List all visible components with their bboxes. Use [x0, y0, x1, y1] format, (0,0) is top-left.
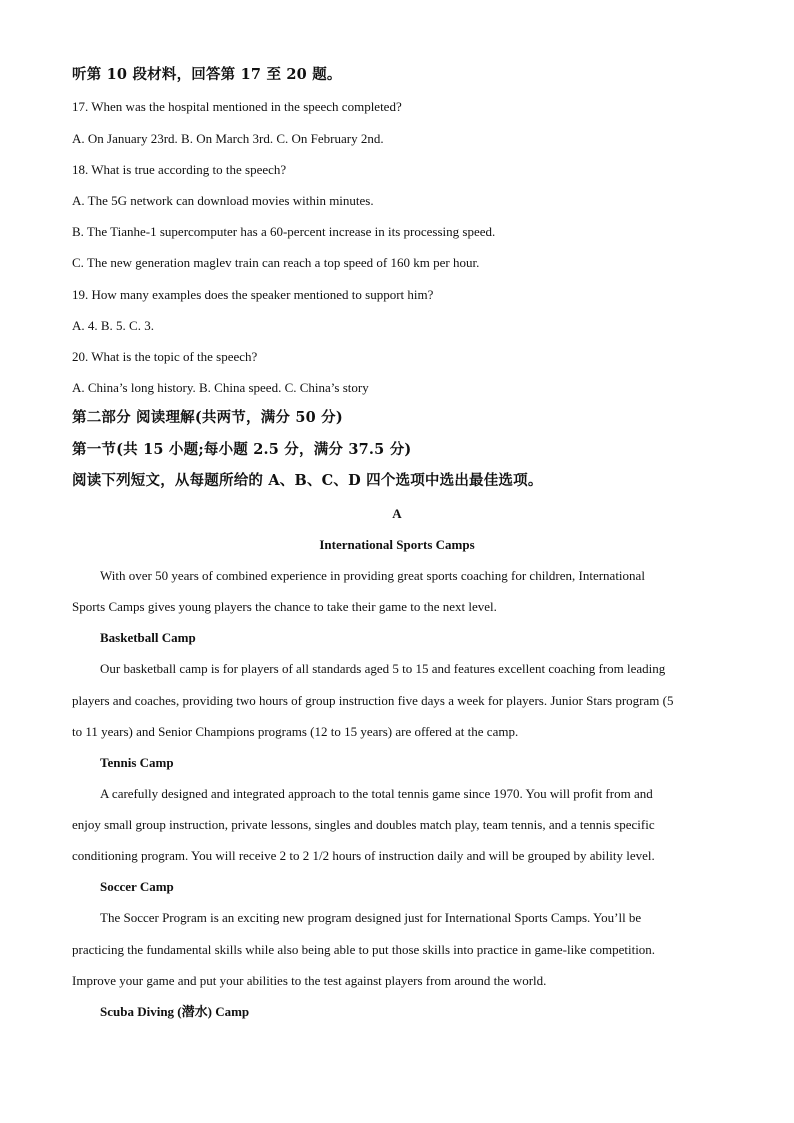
passage-letter: A — [392, 506, 402, 521]
question-19: 19. How many examples does the speaker mentioned to support him? — [72, 287, 434, 302]
question-18-option-a: A. The 5G network can download movies within minutes. — [72, 193, 374, 208]
intro-line-1: With over 50 years of combined experience in providing great sports coaching for children, International — [100, 568, 645, 583]
question-17: 17. When was the hospital mentioned in the speech completed? — [72, 99, 402, 114]
soccer-heading: Soccer Camp — [100, 879, 174, 894]
soccer-line-1: The Soccer Program is an exciting new program designed just for International Sports Camps. You’ll be — [100, 910, 642, 925]
tennis-line-2: enjoy small group instruction, private lessons, singles and doubles match play, team tennis, and a tennis specific — [72, 817, 655, 832]
question-18-option-b: B. The Tianhe-1 supercomputer has a 60-percent increase in its processing speed. — [72, 224, 496, 239]
question-19-options: A. 4. B. 5. C. 3. — [72, 318, 154, 333]
tennis-line-1: A carefully designed and integrated approach to the total tennis game since 1970. You will profit from and — [100, 786, 653, 801]
reading-instruction: 阅读下列短文，从每题所给的 A、B、C、D 四个选项中选出最佳选项。 — [72, 472, 543, 489]
scuba-heading: Scuba Diving (潜水) Camp — [100, 1004, 250, 1019]
question-20-options: A. China’s long history. B. China speed. C. China’s story — [72, 380, 369, 395]
question-20: 20. What is the topic of the speech? — [72, 349, 258, 364]
part-two-heading: 第二部分 阅读理解(共两节，满分 50 分) — [72, 409, 343, 426]
section-one-heading: 第一节(共 15 小题;每小题 2.5 分，满分 37.5 分) — [72, 441, 412, 458]
tennis-line-3: conditioning program. You will receive 2 to 2 1/2 hours of instruction daily and will be grouped by ability level. — [72, 848, 655, 863]
listening-section-heading: 听第 10 段材料，回答第 17 至 20 题。 — [72, 66, 342, 83]
question-17-options: A. On January 23rd. B. On March 3rd. C. On February 2nd. — [72, 131, 384, 146]
soccer-line-2: practicing the fundamental skills while also being able to put those skills into practice in game-like competition. — [72, 942, 656, 957]
basketball-line-1: Our basketball camp is for players of all standards aged 5 to 15 and features excellent coaching from leading — [100, 661, 666, 676]
question-18: 18. What is true according to the speech? — [72, 162, 287, 177]
basketball-line-2: players and coaches, providing two hours of group instruction five days a week for players. Junior Stars program (5 — [72, 693, 674, 708]
soccer-line-3: Improve your game and put your abilities to the test against players from around the world. — [72, 973, 547, 988]
tennis-heading: Tennis Camp — [100, 755, 174, 770]
passage-title: International Sports Camps — [319, 537, 475, 552]
question-18-option-c: C. The new generation maglev train can reach a top speed of 160 km per hour. — [72, 255, 480, 270]
intro-line-2: Sports Camps gives young players the chance to take their game to the next level. — [72, 599, 497, 614]
basketball-heading: Basketball Camp — [100, 630, 196, 645]
basketball-line-3: to 11 years) and Senior Champions programs (12 to 15 years) are offered at the camp. — [72, 724, 519, 739]
